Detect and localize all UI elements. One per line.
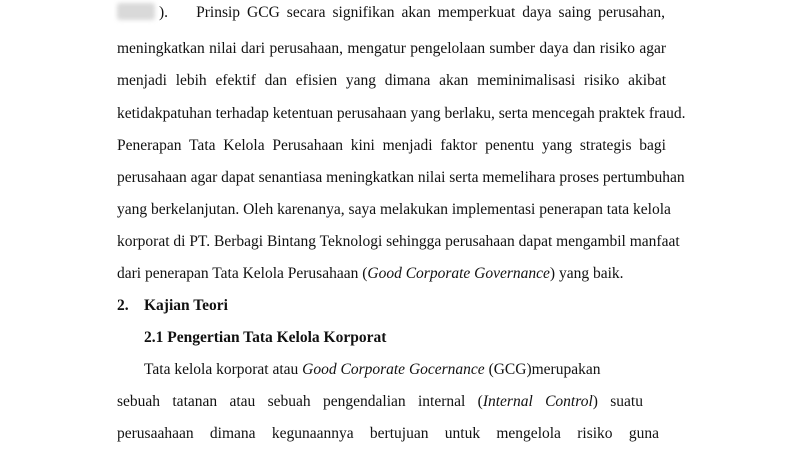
paragraph-line: sebuah tatanan atau sebuah pengendalian internal (Internal Control) suatu: [117, 393, 643, 410]
paragraph-line: perusaahaan dimana kegunaannya bertujuan untuk mengelola risiko guna: [117, 425, 659, 442]
paragraph-line: ). Prinsip GCG secara signifikan akan memperkuat daya saing perusahan,: [117, 3, 665, 23]
paragraph-line: perusahaan agar dapat senantiasa meningkatkan nilai serta memelihara proses pertumbuhan: [117, 169, 685, 186]
paragraph-line: Penerapan Tata Kelola Perusahaan kini menjadi faktor penentu yang strategis bagi: [117, 137, 666, 154]
section-number: 2.: [117, 297, 129, 314]
section-title: Kajian Teori: [144, 297, 228, 314]
paragraph-line: yang berkelanjutan. Oleh karenanya, saya melakukan implementasi penerapan tata kelola: [117, 201, 671, 218]
italic-term: Good Corporate Governance: [367, 265, 550, 282]
redacted-text: [117, 3, 155, 20]
italic-term: Good Corporate Gocernance: [302, 361, 485, 378]
paragraph-line: meningkatkan nilai dari perusahaan, mengatur pengelolaan sumber daya dan risiko agar: [117, 40, 666, 57]
paragraph-line: dari penerapan Tata Kelola Perusahaan (Good Corporate Governance) yang baik.: [117, 265, 624, 282]
section-heading: [117, 296, 228, 316]
paragraph-line: menjadi lebih efektif dan efisien yang dimana akan meminimalisasi risiko akibat: [117, 72, 666, 89]
paragraph-line: Tata kelola korporat atau Good Corporate Gocernance (GCG)merupakan: [144, 361, 601, 378]
subsection-heading: 2.1 Pengertian Tata Kelola Korporat: [144, 329, 387, 346]
paragraph-line: korporat di PT. Berbagi Bintang Teknologi sehingga perusahaan dapat mengambil manfaat: [117, 233, 680, 250]
italic-term: Internal Control: [482, 393, 593, 410]
paragraph-line: ketidakpatuhan terhadap ketentuan perusahaan yang berlaku, serta mencegah praktek fraud.: [117, 105, 686, 122]
